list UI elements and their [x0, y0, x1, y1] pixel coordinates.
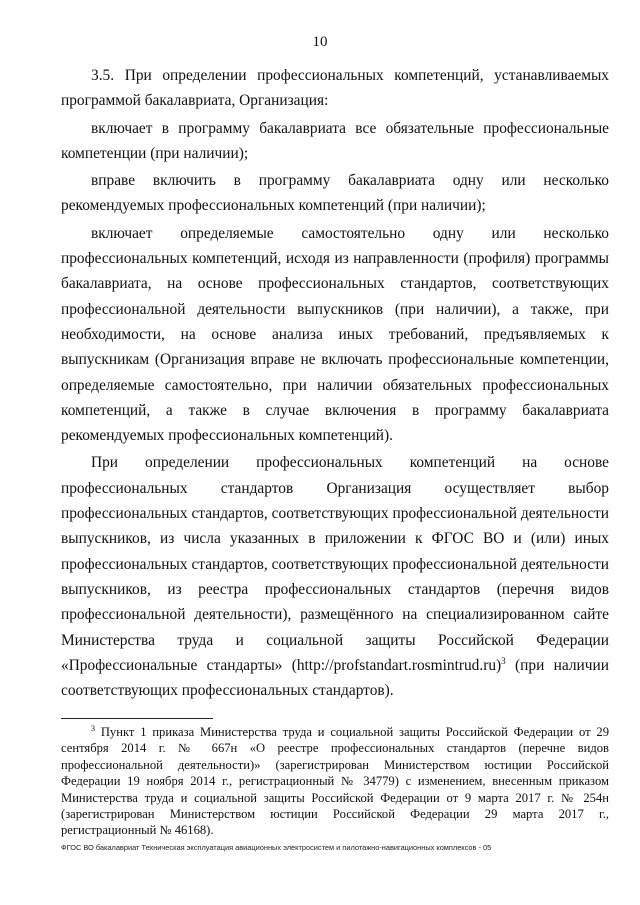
footnote-body: Пункт 1 приказа Министерства труда и социальной защиты Российской Федерации от 29 сентября 2014 г. № 667н «О реестре профессиональных стандартов (перечне видов профессиональной деятельности)» (зарегистрирован Министерством юстиции Российской Федерации 19 ноября 2014 г., регистрационный № 34779) с изменением, внесенным приказом Министерства труда и социальной защиты Российской Федерации от 9 марта 2017 г. № 254н (зарегистрирован Министерством юстиции Российской Федерации 29 марта 2017 г., регистрационный № 46168).: [61, 725, 609, 838]
footnote: [61, 724, 609, 839]
main-text: [61, 63, 609, 703]
paragraph-section-3-5: 3.5. При определении профессиональных компетенций, устанавливаемых программой бакалавриата, Организация:: [61, 67, 609, 110]
footnote-marker: 3: [91, 723, 95, 733]
page-number: 10: [312, 34, 328, 50]
footnote-text: [61, 724, 609, 839]
professional-standards-text-end: (при наличии соответствующих профессиональных стандартов).: [61, 656, 609, 700]
running-footer: ФГОС ВО бакалавриат Техническая эксплуатация авиационных электросистем и пилотажно-навигационных комплексов - 05: [61, 843, 492, 852]
paragraph-professional-standards: [61, 450, 609, 703]
professional-standards-text: При определении профессиональных компетенций на основе профессиональных стандартов Организация осуществляет выбор профессиональных стандартов, соответствующих профессиональной деятельности выпускников, из числа указанных в приложении к ФГОС ВО и (или) иных профессиональных стандартов, соответствующих профессиональной деятельности выпускников, из реестра профессиональных стандартов (перечня видов профессиональной деятельности), размещённого на специализированном сайте Министерства труда и социальной защиты Российской Федерации «Профессиональные стандарты» (http://profstandart.rosmintrud.ru): [61, 454, 609, 674]
paragraph-mandatory-competencies: включает в программу бакалавриата все обязательные профессиональные компетенции (при наличии);: [61, 119, 609, 162]
footnote-reference[interactable]: 3: [501, 655, 506, 666]
footnote-separator: [61, 718, 213, 719]
paragraph-recommended-competencies: вправе включить в программу бакалавриата одну или несколько рекомендуемых профессиональных компетенций (при наличии);: [61, 172, 609, 215]
paragraph-self-defined-competencies: включает определяемые самостоятельно одну или несколько профессиональных компетенций, исходя из направленности (профиля) программы бакалавриата, на основе профессиональных стандартов, соответствующих профессиональной деятельности выпускников (при наличии), а также, при необходимости, на основе анализа иных требований, предъявляемых к выпускникам (Организация вправе не включать профессиональные компетенции, определяемые самостоятельно, при наличии обязательных профессиональных компетенций, а также в случае включения в программу бакалавриата рекомендуемых профессиональных компетенций).: [61, 224, 609, 445]
